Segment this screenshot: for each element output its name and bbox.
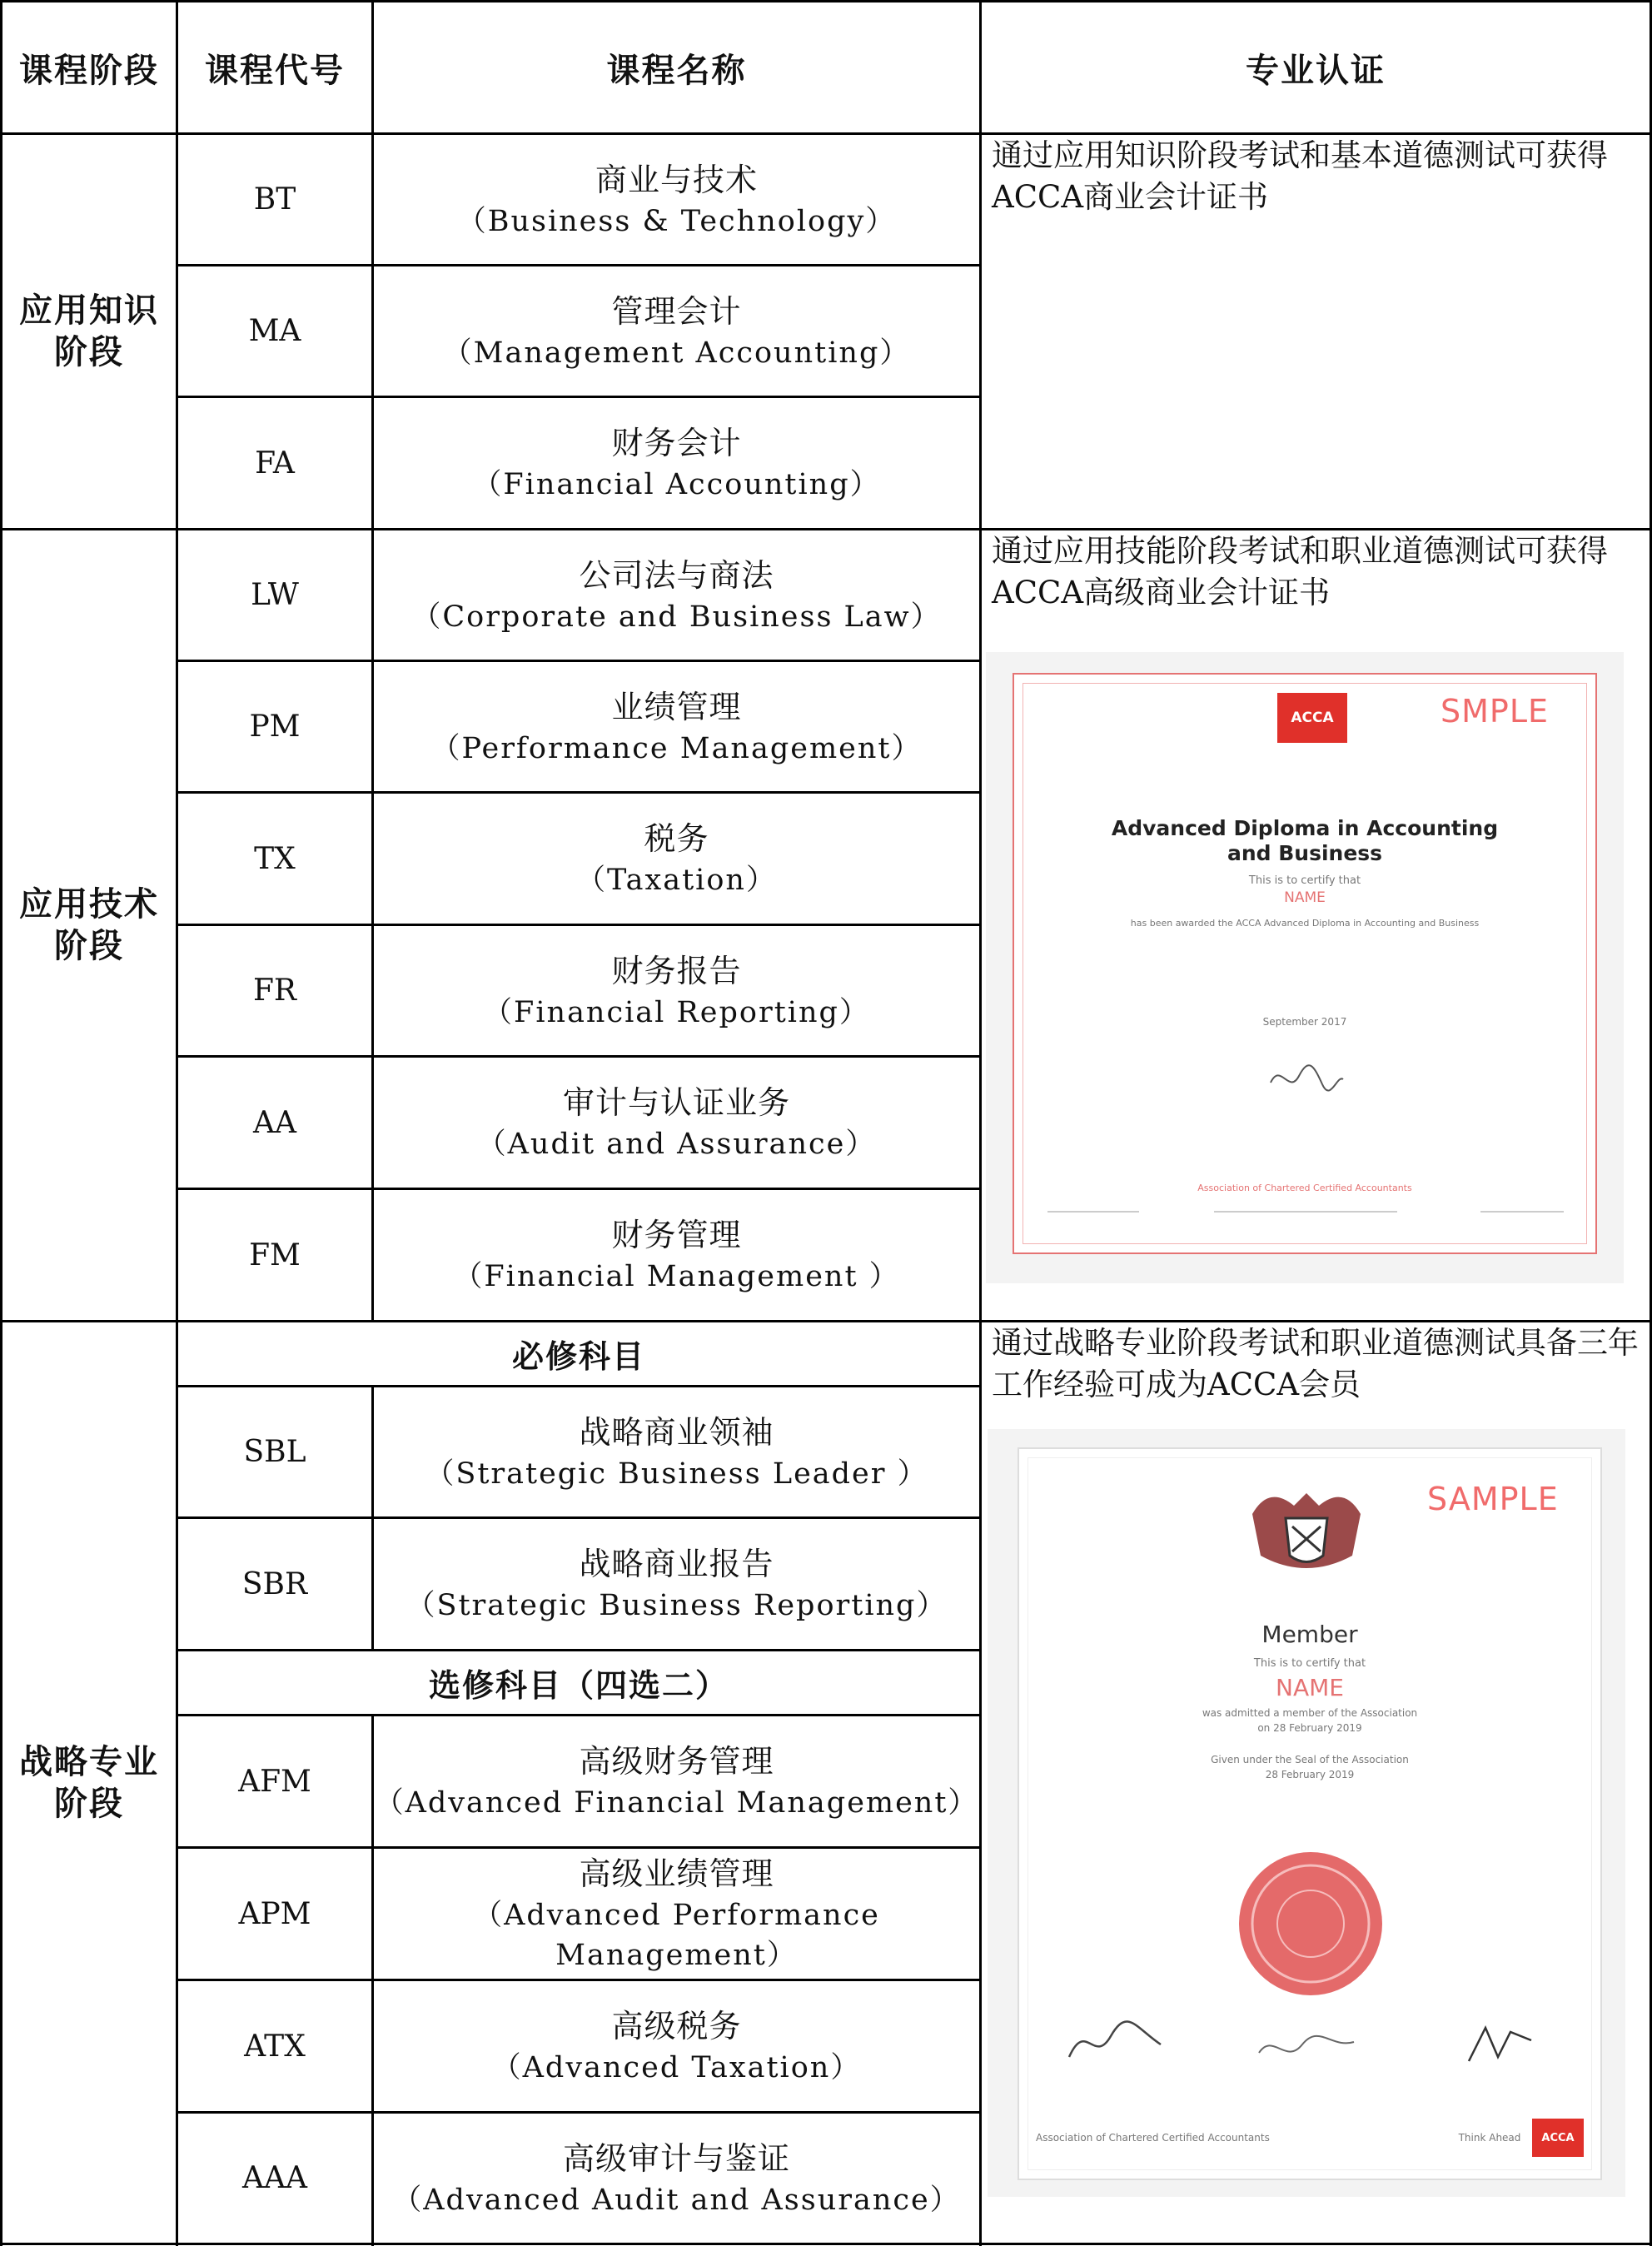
course-name — [374, 1981, 979, 2111]
header-stage: 课程阶段 — [19, 51, 159, 90]
cert-think-ahead: Think Ahead — [1458, 2132, 1521, 2144]
course-code: ATX — [244, 2029, 306, 2064]
course-name-en: （Management Accounting） — [442, 336, 911, 370]
course-name-en: （Strategic Business Leader ） — [425, 1457, 928, 1491]
course-code: FM — [249, 1238, 301, 1272]
signature-icon — [1061, 2015, 1169, 2074]
coat-of-arms-icon — [1236, 1481, 1377, 1581]
course-code: SBR — [241, 1566, 308, 1601]
course-name-en: （Taxation） — [576, 864, 777, 897]
cert-description: 通过战略专业阶段考试和职业道德测试具备三年工作经验可成为ACCA会员 — [992, 1325, 1639, 1402]
course-name-zh: 财务会计 — [611, 425, 742, 461]
course-name-zh: 高级税务 — [611, 2008, 742, 2044]
course-code: BT — [253, 182, 296, 217]
course-code: FR — [252, 974, 297, 1008]
signature-icon — [1252, 2024, 1361, 2074]
course-name-en: （Financial Management ） — [453, 1260, 900, 1293]
certificate-image-advanced-diploma — [986, 652, 1624, 1283]
acca-logo: ACCA — [1277, 693, 1347, 743]
course-name-en: （Performance Management） — [430, 731, 923, 765]
cert-name-placeholder: NAME — [1284, 889, 1326, 906]
course-name-en: （Financial Accounting） — [472, 468, 881, 501]
course-code: AAA — [242, 2161, 307, 2195]
course-name — [374, 530, 979, 660]
course-code: PM — [249, 710, 301, 744]
cert-given-text: Given under the Seal of the Association — [1211, 1754, 1409, 1765]
cert-date: September 2017 — [1262, 1016, 1347, 1028]
course-name — [374, 1387, 979, 1516]
cert-description: 通过应用知识阶段考试和基本道德测试可获得ACCA商业会计证书 — [992, 137, 1608, 215]
course-name — [374, 926, 979, 1055]
stage-label-line2: 阶段 — [54, 1784, 124, 1823]
stage-label-line2: 阶段 — [54, 927, 124, 965]
watermark-text: SMPLE — [1441, 693, 1550, 730]
cert-title-line2: and Business — [1227, 841, 1383, 865]
header-name: 课程名称 — [606, 51, 747, 90]
cert-footer: Association of Chartered Certified Accountants — [1036, 2132, 1270, 2144]
certificate-image-member — [988, 1429, 1625, 2197]
course-name-en-line2: Management） — [555, 1939, 798, 1972]
course-name-zh: 高级业绩管理 — [579, 1855, 774, 1892]
course-name — [374, 266, 979, 396]
elective-subjects-label: 选修科目（四选二） — [428, 1667, 729, 1704]
course-name-en: （Advanced Performance — [473, 1899, 880, 1932]
course-name-en: （Business & Technology） — [456, 204, 897, 238]
required-subjects-label: 必修科目 — [511, 1338, 645, 1375]
course-name-zh: 财务报告 — [611, 952, 742, 989]
course-name — [374, 1716, 979, 1846]
course-name-en: （Advanced Audit and Assurance） — [392, 2183, 961, 2217]
acca-logo: ACCA — [1532, 2119, 1584, 2157]
stage-label-line1: 战略专业 — [19, 1742, 159, 1781]
course-name — [374, 398, 979, 528]
course-code: AA — [253, 1105, 296, 1140]
stage-label-line2: 阶段 — [54, 333, 124, 371]
cert-description: 通过应用技能阶段考试和职业道德测试可获得ACCA高级商业会计证书 — [992, 533, 1608, 610]
seal-icon — [1236, 1849, 1386, 1999]
cert-admitted-text: was admitted a member of the Association — [1202, 1707, 1418, 1719]
course-name — [374, 794, 979, 924]
course-code: APM — [238, 1896, 311, 1931]
course-name-zh: 业绩管理 — [611, 688, 742, 725]
cert-certify-text: This is to certify that — [1248, 874, 1361, 887]
cert-admitted-date: on 28 February 2019 — [1257, 1722, 1362, 1734]
course-name — [374, 2114, 979, 2243]
cert-awarded-text: has been awarded the ACCA Advanced Diploma in Accounting and Business — [1130, 918, 1480, 929]
cert-given-date: 28 February 2019 — [1265, 1769, 1355, 1780]
signature-icon — [1264, 1058, 1347, 1099]
cert-title: Member — [1261, 1621, 1358, 1648]
stage-label-applied-knowledge — [2, 135, 176, 528]
course-name-en: （Financial Reporting） — [483, 995, 870, 1029]
cert-certify-text: This is to certify that — [1253, 1657, 1366, 1670]
stage-label-line1: 应用技术 — [19, 885, 159, 924]
stage-label-line1: 应用知识 — [19, 291, 159, 330]
header-cert: 专业认证 — [1246, 51, 1386, 90]
course-name-zh: 商业与技术 — [595, 161, 758, 198]
course-code: MA — [248, 314, 301, 348]
course-name-zh: 财务管理 — [611, 1217, 742, 1253]
course-name — [374, 1190, 979, 1320]
course-name-en: （Audit and Assurance） — [476, 1128, 877, 1161]
stage-label-applied-skills — [2, 530, 176, 1320]
course-name-en: （Corporate and Business Law） — [411, 600, 942, 634]
course-code: AFM — [238, 1764, 311, 1799]
course-name-zh: 战略商业领袖 — [579, 1413, 774, 1451]
stage-label-strategic-professional — [2, 1322, 176, 2243]
course-name-en: （Strategic Business Reporting） — [406, 1589, 948, 1622]
course-name — [374, 1849, 979, 1979]
cert-name-placeholder: NAME — [1276, 1674, 1344, 1701]
watermark-text: SAMPLE — [1427, 1481, 1559, 1517]
course-name-zh: 审计与认证业务 — [562, 1084, 790, 1121]
course-code: TX — [254, 841, 296, 876]
course-name-zh: 高级审计与鉴证 — [562, 2139, 790, 2177]
course-name-zh: 管理会计 — [611, 292, 742, 330]
course-name-en: （Advanced Financial Management） — [374, 1786, 979, 1820]
course-name-zh: 公司法与商法 — [579, 556, 774, 594]
header-code: 课程代号 — [205, 51, 345, 90]
course-name — [374, 1058, 979, 1188]
course-name — [374, 1519, 979, 1649]
cert-title-line1: Advanced Diploma in Accounting — [1111, 816, 1499, 840]
course-name-zh: 高级财务管理 — [579, 1743, 774, 1780]
cert-footer: Association of Chartered Certified Accountants — [1197, 1183, 1412, 1193]
course-name-zh: 税务 — [644, 820, 709, 857]
signature-icon — [1460, 2015, 1544, 2074]
course-code: SBL — [243, 1435, 306, 1469]
course-name — [374, 135, 979, 264]
course-code: LW — [251, 578, 299, 612]
course-name-en: （Advanced Taxation） — [491, 2051, 862, 2084]
course-code: FA — [255, 446, 295, 481]
course-name-zh: 战略商业报告 — [579, 1546, 774, 1582]
course-name — [374, 662, 979, 791]
